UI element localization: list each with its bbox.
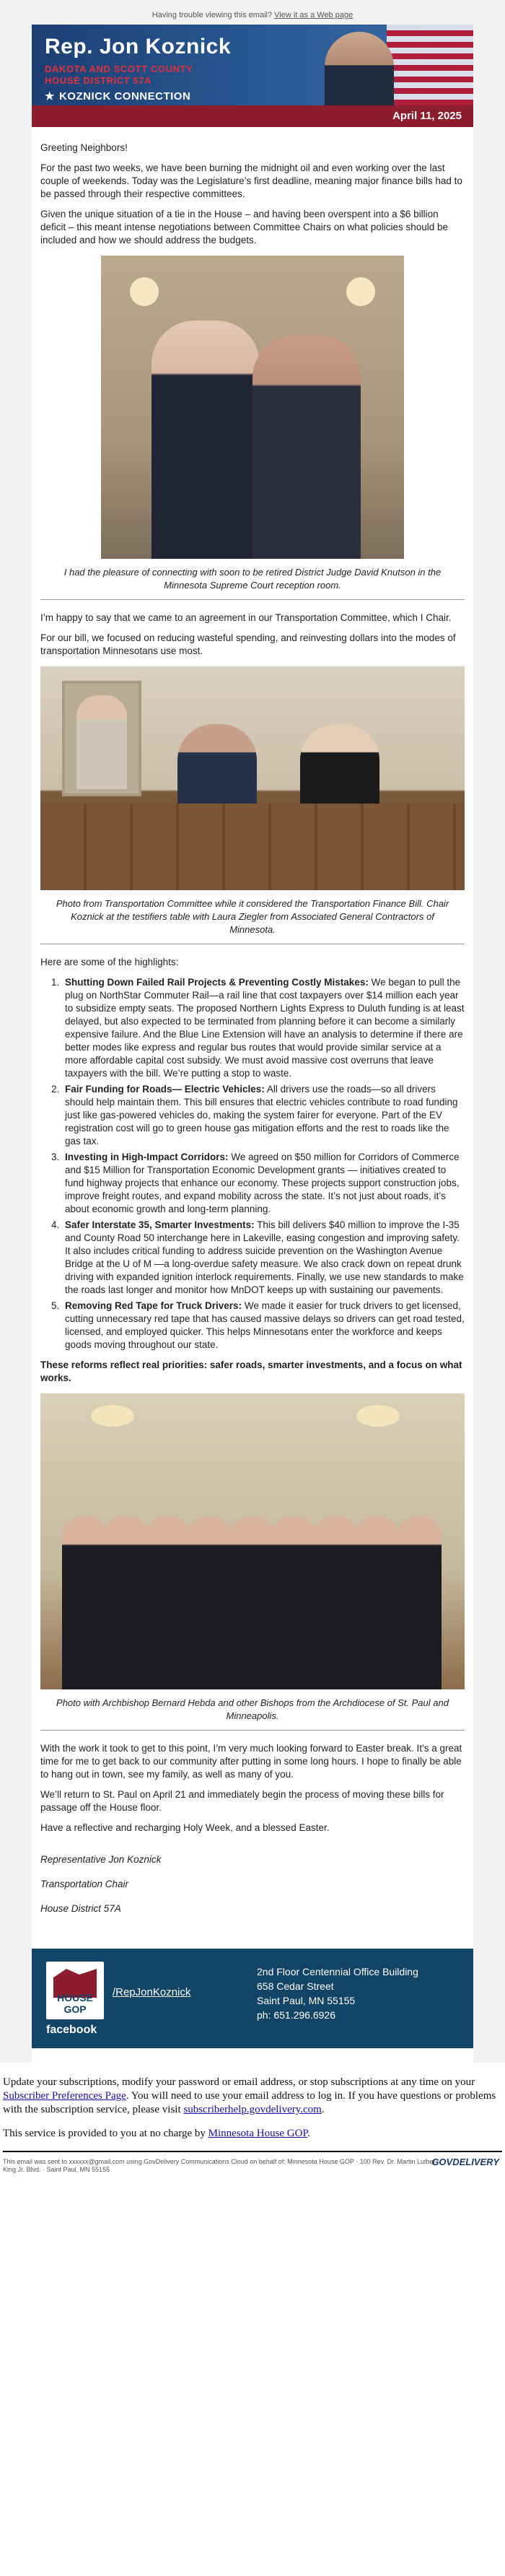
subscriber-preferences-link[interactable]: Subscriber Preferences Page bbox=[3, 2090, 126, 2102]
newsletter-name bbox=[45, 90, 190, 103]
prefs-text-end: . bbox=[321, 2104, 325, 2115]
house-gop-link[interactable]: Minnesota House GOP bbox=[208, 2128, 308, 2139]
highlights-intro: Here are some of the highlights: bbox=[40, 957, 179, 967]
flag-graphic bbox=[387, 25, 473, 105]
footer-spacer bbox=[32, 2048, 473, 2063]
prefs-text-mid: . You will need to use your email address to log in. If you have questions or problems with the subscription service, please visit bbox=[3, 2090, 496, 2115]
highlight-item bbox=[62, 1083, 465, 1148]
chandelier-right bbox=[356, 1405, 400, 1427]
address-line: Saint Paul, MN 55155 bbox=[257, 1995, 356, 2006]
person-judge bbox=[152, 321, 260, 559]
subscription-footer bbox=[0, 2063, 505, 2181]
divider bbox=[40, 1730, 465, 1731]
highlight-text: All drivers use the roads—so all drivers should help maintain them. This bill ensures that electric vehicles contribute to road funding just like gas-powered vehicles do, making the system fairer for everyone. Part of the EV registration cost will go to green house gas mitigation efforts and the rest to roads like the gas tax. bbox=[65, 1084, 458, 1146]
highlight-text: We began to pull the plug on NorthStar Commuter Rail—a rail line that cost taxpayers over $14 million each year to subsidize empty seats. The proposed Northern Lights Express to Duluth funding is at least delayed, but also expected to be terminated from planning before it can become a similarly expensive failure. And the Blue Line Extension will have an analysis to determine if there are better modes like express and regular bus routes that would provide similar service at a more affordable capital cost subsidy. We must avoid massive cost overruns that leave taxpayers with the bill. We’re putting a stop to waste. bbox=[65, 977, 465, 1079]
logo-text: HOUSE GOP bbox=[57, 1992, 93, 2015]
person-koznick bbox=[252, 335, 361, 559]
newsletter-name-label: KOZNICK CONNECTION bbox=[58, 90, 191, 103]
facebook-icon[interactable]: facebook bbox=[46, 2024, 97, 2036]
office-address bbox=[257, 1964, 418, 2022]
paragraph-bill-focus: For our bill, we focused on reducing wasteful spending, and reinvesting dollars into the modes of transportation Minnesotans use most. bbox=[40, 632, 456, 656]
highlight-text: This bill delivers $40 million to improve the I-35 and County Road 50 interchange here in Lakeville, easing congestion and improving safety. It also includes critical funding to address suicide prevention on the Washington Avenue Bridge at the U of M —a long-overdue safety measure. We also crack down on repeat drunk driving with expanded ignition interlock requirements. Finally, we use new standards to make the roads last longer and monitor how MnDOT keeps up with sustaining our pavements. bbox=[65, 1219, 464, 1295]
person bbox=[104, 1516, 149, 1689]
chandelier-left bbox=[91, 1405, 134, 1427]
representative-portrait bbox=[325, 32, 394, 105]
paragraph-negotiations: Given the unique situation of a tie in the House – and having been overspent into a $6 billion deficit – this meant intense negotiations between Committee Chairs on what policies should be included and how we should address the budgets. bbox=[40, 209, 449, 245]
lamp-right bbox=[346, 277, 375, 306]
newsletter-date: April 11, 2025 bbox=[392, 110, 462, 122]
greeting: Greeting Neighbors! bbox=[40, 142, 128, 153]
paragraph-deadline: For the past two weeks, we have been burning the midnight oil and even working over the last couple of weekends. Today was the Legislature’s first deadline, meaning major finance bills had to be passed through their respective committees. bbox=[40, 162, 462, 199]
sender-text: This email was sent to xxxxxx@gmail.com using GovDelivery Communications Cloud on behalf of: Minnesota House GOP · 100 Rev. Dr. Martin Luther King Jr. Blvd. · Saint Paul, MN 55155 bbox=[3, 2158, 436, 2173]
highlight-title: Shutting Down Failed Rail Projects & Preventing Costly Mistakes: bbox=[65, 977, 369, 988]
testifier-desk bbox=[40, 804, 465, 890]
person bbox=[397, 1516, 442, 1689]
caption-archbishop-photo: Photo with Archbishop Bernard Hebda and other Bishops from the Archdiocese of St. Paul and Minneapolis. bbox=[56, 1697, 449, 1721]
highlight-title: Fair Funding for Roads— Electric Vehicles: bbox=[65, 1084, 265, 1095]
address-line: 2nd Floor Centennial Office Building bbox=[257, 1966, 418, 1977]
subscriber-help-link[interactable]: subscriberhelp.govdelivery.com bbox=[183, 2104, 322, 2115]
address-line: 658 Cedar Street bbox=[257, 1980, 334, 1992]
person bbox=[271, 1516, 316, 1689]
paragraph-blessing: Have a reflective and recharging Holy Week, and a blessed Easter. bbox=[40, 1822, 330, 1833]
photo-transportation-committee bbox=[40, 666, 465, 890]
highlight-title: Investing in High-Impact Corridors: bbox=[65, 1152, 229, 1162]
highlight-text: We agreed on $50 million for Corridors of Commerce and $15 Million for Transportation Economic Development grants — initiatives created to fund highway projects that enhance our economy. These projects support construction jobs, improve freight routes, and expand mobility across the state. It’s not just about roads, it’s about economic growth and long-term planning. bbox=[65, 1152, 460, 1214]
priorities-statement: These reforms reflect real priorities: safer roads, smarter investments, and a focus on what works. bbox=[40, 1359, 462, 1383]
paragraph-easter-break: With the work it took to get to this point, I’m very much looking forward to Easter break. It’s a great time for me to get back to our community after putting in some long hours. I hope to finally be able to hang out in town, see my family, as well as many of you. bbox=[40, 1743, 462, 1780]
person bbox=[146, 1516, 190, 1689]
newsletter-body bbox=[32, 127, 473, 1944]
highlight-title: Safer Interstate 35, Smarter Investments: bbox=[65, 1219, 255, 1230]
house-gop-logo[interactable] bbox=[46, 1962, 104, 2019]
highlight-item bbox=[62, 1219, 465, 1297]
divider bbox=[40, 599, 465, 600]
header-banner bbox=[32, 25, 473, 105]
person-ziegler-seated bbox=[300, 724, 379, 804]
person bbox=[313, 1516, 358, 1689]
signature-name: Representative Jon Koznick bbox=[40, 1854, 162, 1865]
service-notice bbox=[3, 2127, 502, 2141]
person-standing bbox=[76, 695, 127, 789]
highlight-item bbox=[62, 1151, 465, 1216]
photo-archbishop bbox=[40, 1393, 465, 1689]
caption-judge-photo: I had the pleasure of connecting with soon to be retired District Judge David Knutson in the Minnesota Supreme Court reception room. bbox=[63, 567, 442, 591]
highlights-list bbox=[40, 976, 465, 1352]
highlight-item bbox=[62, 976, 465, 1080]
facebook-link[interactable]: /RepJonKoznick bbox=[113, 1986, 191, 1998]
highlight-title: Removing Red Tape for Truck Drivers: bbox=[65, 1300, 242, 1311]
phone-line: ph: 651.296.6926 bbox=[257, 2009, 335, 2021]
photo-judge-knutson bbox=[101, 256, 404, 559]
banner-subtitle-district: HOUSE DISTRICT 57A bbox=[45, 75, 152, 86]
web-view-link[interactable]: View it as a Web page bbox=[274, 11, 354, 19]
star-icon: ★ bbox=[45, 90, 55, 103]
highlight-item bbox=[62, 1300, 465, 1352]
banner-subtitle-county: DAKOTA AND SCOTT COUNTY bbox=[45, 64, 193, 74]
banner-title: Rep. Jon Koznick bbox=[45, 35, 232, 58]
web-view-notice bbox=[0, 6, 505, 25]
date-bar bbox=[32, 105, 473, 127]
web-view-text: Having trouble viewing this email? bbox=[152, 11, 273, 19]
service-text-end: . bbox=[307, 2128, 310, 2139]
person bbox=[62, 1516, 107, 1689]
prefs-text-pre: Update your subscriptions, modify your password or email address, or stop subscriptions at any time on your bbox=[3, 2076, 475, 2088]
person bbox=[229, 1516, 274, 1689]
footer-divider bbox=[3, 2151, 502, 2152]
signature-block bbox=[40, 1853, 465, 1915]
govdelivery-logo[interactable]: GOVDELIVERY bbox=[431, 2157, 499, 2167]
subscription-notice bbox=[3, 2076, 502, 2117]
signature-role: Transportation Chair bbox=[40, 1879, 129, 1889]
signature-district: House District 57A bbox=[40, 1903, 121, 1914]
group-of-people bbox=[62, 1494, 444, 1689]
paragraph-return: We’ll return to St. Paul on April 21 and immediately begin the process of moving these bills for passage off the House floor. bbox=[40, 1789, 444, 1813]
service-text-pre: This service is provided to you at no charge by bbox=[3, 2128, 208, 2139]
person bbox=[355, 1516, 400, 1689]
highlight-text: We made it easier for truck drivers to get licensed, cutting unnecessary red tape that has caused massive delays so drivers can get road tested, licensed, and employed quicker. This helps Minnesotans enter the workforce and keeps goods moving throughout our state. bbox=[65, 1300, 465, 1350]
person-koznick-seated bbox=[177, 724, 257, 804]
person bbox=[188, 1516, 232, 1689]
footer-banner bbox=[32, 1949, 473, 2048]
paragraph-agreement: I’m happy to say that we came to an agreement in our Transportation Committee, which I Chair. bbox=[40, 612, 452, 623]
caption-committee-photo: Photo from Transportation Committee while it considered the Transportation Finance Bill. Chair Koznick at the testifiers table with Laura Ziegler from Associated General Contractors of Minnesota. bbox=[56, 898, 449, 935]
email-container bbox=[32, 25, 473, 2063]
lamp-left bbox=[130, 277, 159, 306]
sender-info bbox=[3, 2158, 502, 2174]
